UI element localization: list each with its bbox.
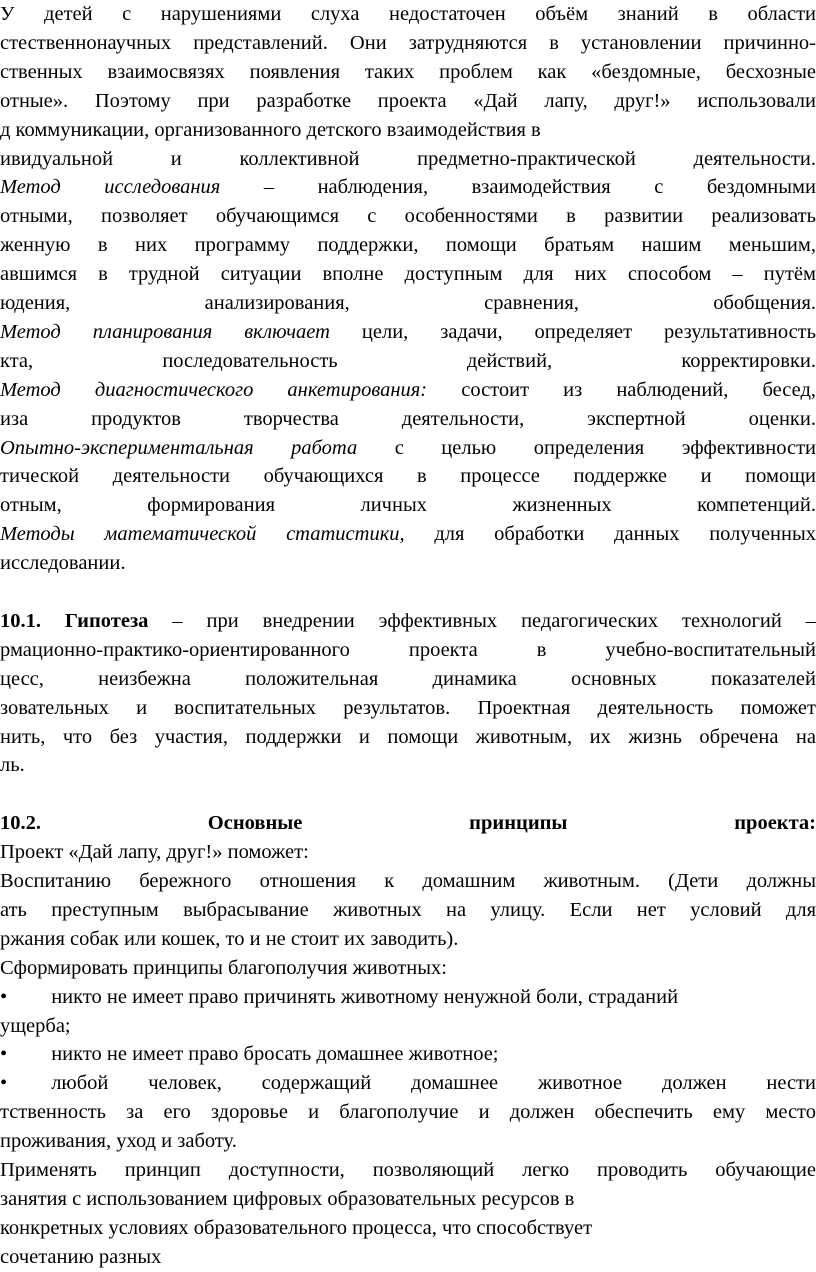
text-line: зовательных и воспитательных результатов. Проектная деятельность поможет — [0, 696, 816, 719]
text-line: ущерба; — [0, 1014, 71, 1037]
text-line: ржания собак или кошек, то и не стоит их заводить). — [0, 927, 459, 950]
text-line: нить, что без участия, поддержки и помощи животным, их жизнь обречена на — [0, 725, 816, 748]
line-text: никто не имеет право бросать домашнее животное; — [51, 1043, 499, 1066]
blank-line — [0, 780, 816, 808]
text-line: иза продуктов творчества деятельности, экспертной оценки. — [0, 407, 816, 430]
text-line — [0, 173, 816, 201]
text-line: тственность за его здоровье и благополучие и должен обеспечить ему место — [0, 1101, 816, 1124]
text-line: Сформировать принципы благополучия животных: — [0, 956, 447, 979]
text-line: отные». Поэтому при разработке проекта «Дай лапу, друг!» использовали — [0, 89, 816, 112]
text-line: ственных взаимосвязях появления таких проблем как «бездомные, бесхозные — [0, 60, 816, 83]
text-line: У детей с нарушениями слуха недостаточен объём знаний в области — [0, 3, 816, 25]
text-line: кта, последовательность действий, корректировки. — [0, 349, 816, 372]
text-line: отными, позволяет обучающимся с особенностями в развитии реализовать — [0, 205, 816, 228]
blank-line — [0, 578, 816, 606]
text-line — [0, 983, 816, 1011]
text-line: ивидуальной и коллективной предметно-практической деятельности. — [0, 147, 816, 170]
line-text: состоит из наблюдений, бесед, — [427, 378, 816, 401]
line-text: цели, задачи, определяет результативность — [329, 320, 816, 343]
text-line: ль. — [0, 754, 25, 777]
method-term: Метод планирования включает — [0, 320, 330, 343]
section-number: 10.1. — [0, 609, 41, 632]
text-line — [0, 376, 816, 404]
text-line: авшимся в трудной ситуации вполне доступным для них способом – путём — [0, 263, 816, 286]
text-line: цесс, неизбежна положительная динамика основных показателей — [0, 667, 816, 690]
text-line: женную в них программу поддержки, помощи братьям нашим меньшим, — [0, 234, 816, 257]
bullet-marker: • — [0, 1043, 8, 1066]
text-line: Применять принцип доступности, позволяющий легко проводить обучающие — [0, 1159, 816, 1181]
text-line: ать преступным выбрасывание животных на улицу. Если нет условий для — [0, 898, 816, 921]
bullet-marker: • — [0, 985, 8, 1008]
text-line — [0, 520, 816, 548]
text-line: исследовании. — [0, 552, 126, 575]
bullet-marker: • — [0, 1072, 8, 1095]
text-line: рмационно-практико-ориентированного проекта в учебно-воспитательный — [0, 638, 816, 661]
text-line: конкретных условиях образовательного процесса, что способствует — [0, 1216, 593, 1239]
text-line: занятия с использованием цифровых образовательных ресурсов в — [0, 1187, 575, 1210]
line-text: – при внедрении эффективных педагогических технологий – — [148, 609, 816, 632]
text-line — [0, 1040, 816, 1068]
text-line: д коммуникации, организованного детского взаимодействия в — [0, 118, 541, 141]
method-term: Метод исследования — [0, 176, 221, 199]
section-heading: Основные принципы проекта: — [207, 812, 816, 835]
section-number: 10.2. — [0, 812, 41, 835]
text-line: Воспитанию бережного отношения к домашним животным. (Дети должны — [0, 870, 816, 892]
line-text: – наблюдения, взаимодействия с бездомными — [220, 176, 816, 199]
line-text: любой человек, содержащий домашнее животное должен нести — [51, 1072, 816, 1095]
text-line — [0, 318, 816, 346]
text-line: Проект «Дай лапу, друг!» поможет: — [0, 841, 309, 864]
line-text: с целью определения эффективности — [357, 436, 816, 459]
line-text: никто не имеет право причинять животному ненужной боли, страданий — [51, 985, 679, 1008]
method-term: Методы математической статистики, — [0, 523, 405, 546]
line-text: для обработки данных полученных — [404, 523, 816, 546]
text-line: сочетанию разных — [0, 1245, 162, 1268]
text-line — [0, 809, 816, 837]
text-line: отным, формирования личных жизненных компетенций. — [0, 494, 816, 517]
text-line: стественнонаучных представлений. Они затрудняются в установлении причинно- — [0, 31, 816, 54]
text-line: юдения, анализирования, сравнения, обобщения. — [0, 292, 816, 314]
text-line — [0, 1069, 816, 1097]
text-line: проживания, уход и заботу. — [0, 1130, 237, 1153]
text-line — [0, 434, 816, 462]
text-line — [0, 607, 816, 635]
method-term: Опытно-экспериментальная работа — [0, 436, 358, 459]
section-heading: Гипотеза — [64, 609, 149, 632]
text-line: тической деятельности обучающихся в процессе поддержке и помощи — [0, 465, 816, 488]
method-term: Метод диагностического анкетирования: — [0, 378, 428, 401]
